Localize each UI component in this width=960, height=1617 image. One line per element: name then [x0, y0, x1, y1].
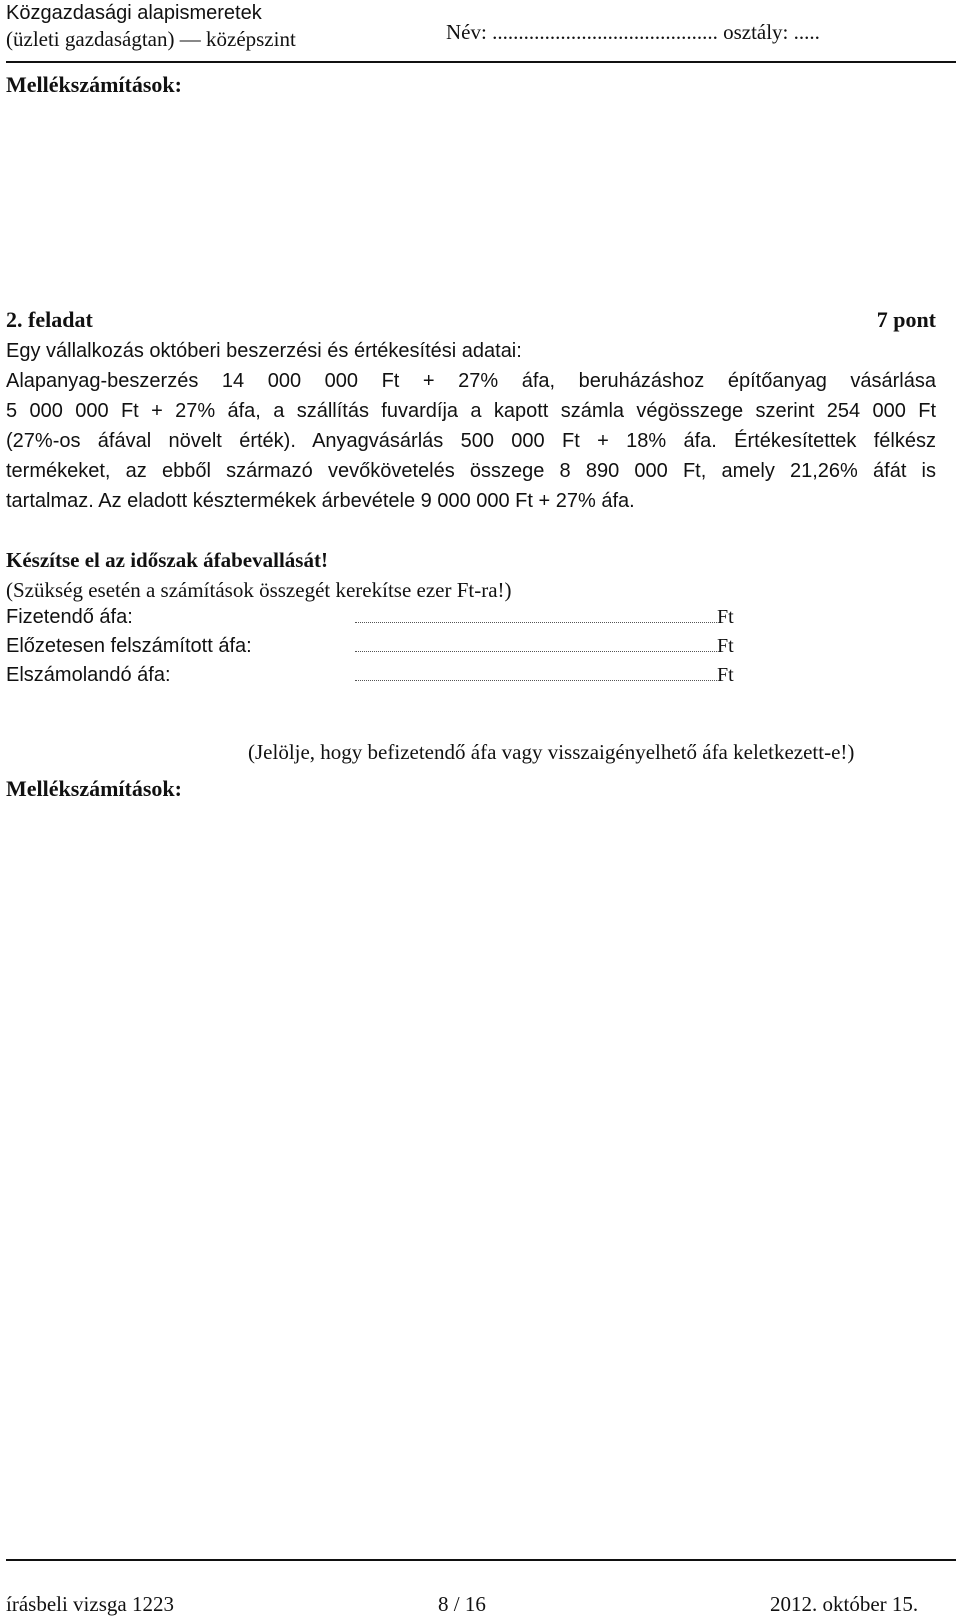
subject-header	[6, 0, 296, 52]
task-line-1: Egy vállalkozás októberi beszerzési és értékesítési adatai:	[6, 340, 522, 362]
currency-unit: Ft	[717, 635, 734, 657]
header-divider	[6, 61, 956, 63]
currency-unit: Ft	[717, 606, 734, 628]
side-calculations-label-top: Mellékszámítások:	[6, 72, 182, 97]
footer-divider	[6, 1559, 956, 1561]
footer-exam-code: írásbeli vizsga 1223	[6, 1592, 174, 1616]
task-description	[6, 336, 936, 516]
footer-page-number: 8 / 16	[438, 1592, 486, 1616]
input-vat-answer[interactable]	[355, 635, 734, 658]
output-vat-label: Fizetendő áfa:	[6, 606, 133, 628]
side-calculations-label-bottom: Mellékszámítások:	[6, 776, 182, 801]
settlement-vat-label: Elszámolandó áfa:	[6, 664, 171, 686]
name-class-field: Név: ........................................... osztály: .....	[446, 20, 820, 44]
task-instruction: Készítse el az időszak áfabevallását!	[6, 548, 328, 572]
answer-blank[interactable]	[355, 608, 717, 623]
answer-blank[interactable]	[355, 637, 717, 652]
output-vat-answer[interactable]	[355, 606, 734, 629]
footer-date: 2012. október 15.	[770, 1592, 919, 1616]
settlement-note: (Jelölje, hogy befizetendő áfa vagy visszaigényelhető áfa keletkezett-e!)	[248, 740, 855, 764]
task-line-2: Alapanyag-beszerzés 14 000 000 Ft + 27% áfa, beruházáshoz építőanyag vásárlása	[6, 370, 936, 392]
task-line-3: 5 000 000 Ft + 27% áfa, a szállítás fuvardíja a kapott számla végösszege szerint 254 000 Ft	[6, 400, 936, 422]
task-line-5: termékeket, az ebből származó vevőkövetelés összege 8 890 000 Ft, amely 21,26% áfát is	[6, 460, 936, 482]
task-line-4: (27%-os áfával növelt érték). Anyagvásárlás 500 000 Ft + 18% áfa. Értékesítettek félkész	[6, 430, 936, 452]
subject-level: (üzleti gazdaságtan) — középszint	[6, 27, 296, 51]
answer-blank[interactable]	[355, 666, 717, 681]
task-line-6: tartalmaz. Az eladott késztermékek árbevétele 9 000 000 Ft + 27% áfa.	[6, 490, 635, 512]
subject-title: Közgazdasági alapismeretek	[6, 2, 262, 24]
task-title: 2. feladat	[6, 307, 93, 332]
input-vat-label: Előzetesen felszámított áfa:	[6, 635, 252, 657]
currency-unit: Ft	[717, 664, 734, 686]
task-points: 7 pont	[876, 307, 936, 332]
settlement-vat-answer[interactable]	[355, 664, 734, 687]
task-heading	[6, 307, 936, 333]
rounding-note: (Szükség esetén a számítások összegét kerekítse ezer Ft-ra!)	[6, 578, 512, 602]
